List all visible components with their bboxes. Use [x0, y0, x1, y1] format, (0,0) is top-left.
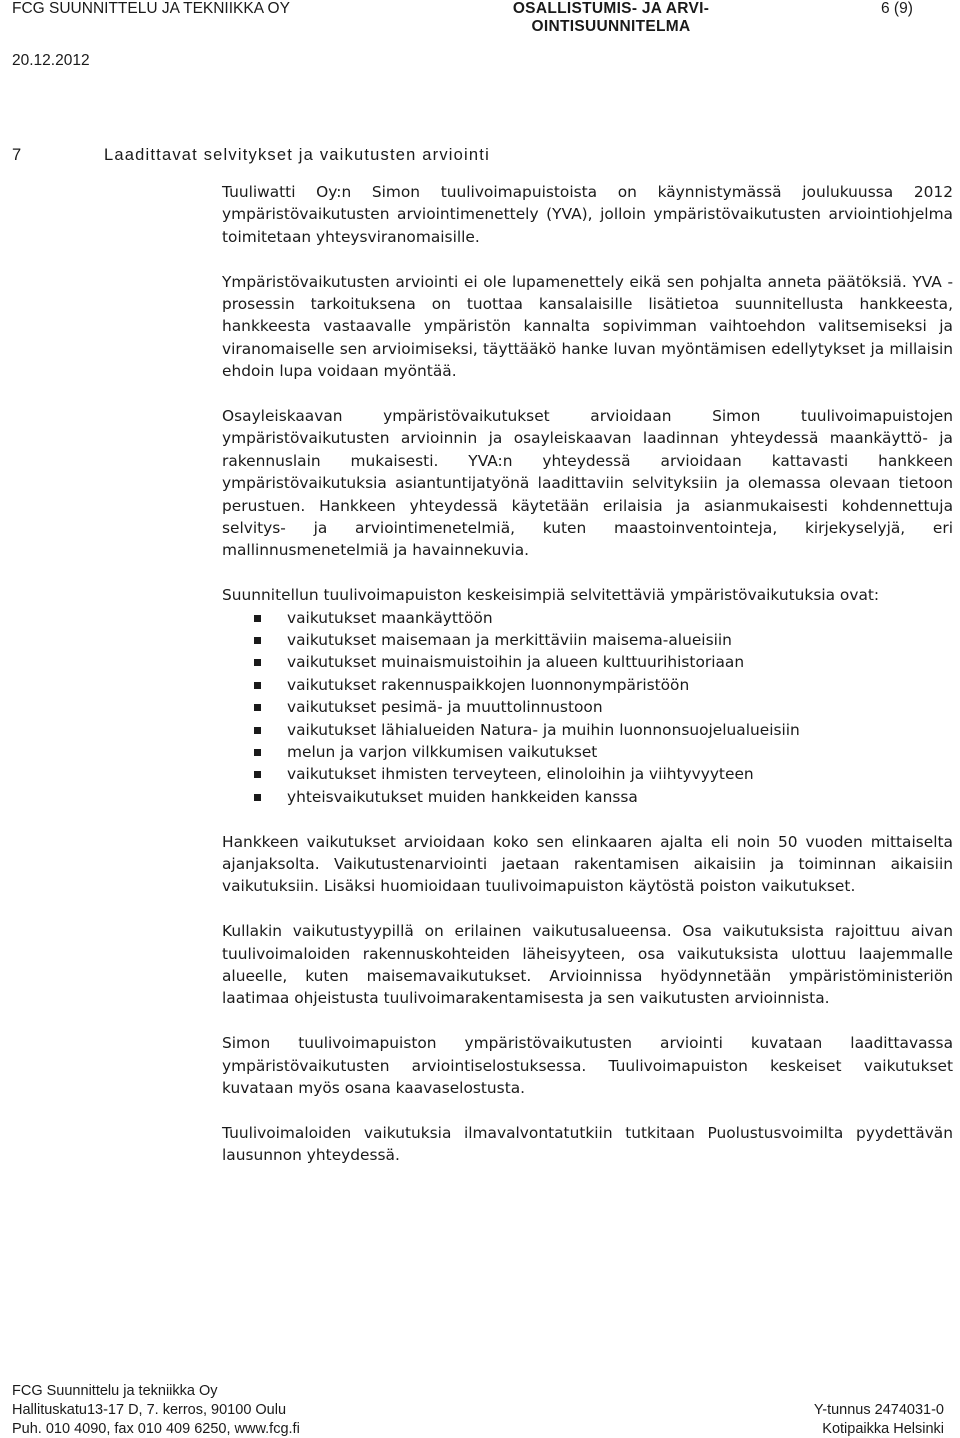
- paragraph-radar: Tuulivoimaloiden vaikutuksia ilmavalvontatutkiin tutkitaan Puolustusvoimilta pyydettävän lausunnon yhteydessä.: [222, 1123, 953, 1165]
- page-header: [0, 0, 960, 80]
- document-body: [222, 181, 953, 1167]
- section-number: 7: [12, 146, 23, 164]
- list-item-text: vaikutukset lähialueiden Natura- ja muihin luonnonsuojelualueisiin: [287, 720, 800, 739]
- list-item-text: vaikutukset ihmisten terveyteen, elinoloihin ja viihtyvyyteen: [287, 765, 754, 784]
- paragraph-assessment-methods: Osayleiskaavan ympäristövaikutukset arvioidaan Simon tuulivoimapuistojen ympäristövaikutusten arvioinnin ja osayleiskaavan laadinnan yhteydessä maankäyttö- ja rakennuslain mukaisesti. YVA:n yhteydessä arvioidaan kattavasti hankkeen ympäristövaikutuksia asiantuntijatyönä laadittaviin selvityksiin ja olemassa olevaan tietoon perustuen. Hankkeen yhteydessä käytetään erilaisia ja asianmukaisesti kohdennettuja selvitys- ja arviointimenetelmiä, kuten maastoinventointeja, kirjekyselyjä, eri mallinnusmenetelmiä ja havainnekuvia.: [222, 407, 953, 560]
- list-item: [222, 629, 953, 651]
- list-item: [222, 741, 953, 763]
- paragraph-yva-purpose: Ympäristövaikutusten arviointi ei ole lupamenettely eikä sen pohjalta anneta päätöksiä. YVA -prosessin tarkoituksena on tuottaa kansalaisille lisätietoa suunnitellusta hankkeesta, hankkeesta vastaavalle ympäristön kannalta sopivimman vaihtoehdon valitsemiseksi ja viranomaiselle sen arvioimiseksi, täyttääkö hanke luvan myöntämisen edellytykset ja millaisin ehdoin lupa voidaan myöntää.: [222, 272, 953, 381]
- paragraph-eia-report: Simon tuulivoimapuiston ympäristövaikutusten arviointi kuvataan laadittavassa ympäristövaikutusten arviointiselostuksessa. Tuulivoimapuiston keskeiset vaikutukset kuvataan myös osana kaavaselostusta.: [222, 1034, 953, 1098]
- paragraph-impact-areas: Kullakin vaikutustyypillä on erilainen vaikutusalueensa. Osa vaikutuksista rajoittuu aivan tuulivoimaloiden rakennuskohteiden läheisyyteen, osa vaikutuksista ulottuu laajemmalle alueelle, kuten maisemavaikutukset. Arvioinnissa hyödynnetään ympäristöministeriön laatimaa ohjeistusta tuulivoimarakentamisesta ja sen vaikutusten arvioinnista.: [222, 922, 953, 1008]
- list-item-text: vaikutukset maisemaan ja merkittäviin maisema-alueisiin: [287, 631, 732, 650]
- list-item-text: vaikutukset maankäyttöön: [287, 608, 493, 627]
- list-item: [222, 763, 953, 785]
- list-item: [222, 719, 953, 741]
- footer-contact: Puh. 010 4090, fax 010 409 6250, www.fcg.fi: [12, 1421, 300, 1437]
- list-item: [222, 607, 953, 629]
- header-document-title-line1: OSALLISTUMIS- JA ARVI-: [512, 0, 710, 17]
- bullet-icon: [254, 615, 261, 622]
- impacts-list: [222, 607, 953, 809]
- bullet-icon: [254, 637, 261, 644]
- paragraph-lifecycle: Hankkeen vaikutukset arvioidaan koko sen elinkaaren ajalta eli noin 50 vuoden mittaiselta ajanjaksolta. Vaikutustenarviointi jaetaan rakentamisen aikaisiin ja toiminnan aikaisiin vaikutuksiin. Lisäksi huomioidaan tuulivoimapuiston käytöstä poiston vaikutukset.: [222, 832, 953, 896]
- bullet-icon: [254, 727, 261, 734]
- list-item-text: vaikutukset pesimä- ja muuttolinnustoon: [287, 698, 603, 717]
- section-heading: [12, 146, 490, 165]
- footer-address: Hallituskatu13-17 D, 7. kerros, 90100 Oulu: [12, 1402, 287, 1418]
- header-date: 20.12.2012: [12, 52, 90, 69]
- list-item-text: melun ja varjon vilkkumisen vaikutukset: [287, 743, 598, 762]
- paragraph-intro: Tuuliwatti Oy:n Simon tuulivoimapuistoista on käynnistymässä joulukuussa 2012 ympäristövaikutusten arviointimenettely (YVA), jolloin ympäristövaikutusten arviointiohjelma toimitetaan yhteysviranomaisille.: [222, 183, 953, 246]
- bullet-icon: [254, 749, 261, 756]
- bullet-icon: [254, 704, 261, 711]
- list-item: [222, 696, 953, 718]
- header-page-number: 6 (9): [881, 0, 913, 17]
- header-company: FCG SUUNNITTELU JA TEKNIIKKA OY: [12, 0, 290, 17]
- page-footer: [0, 1378, 960, 1438]
- bullet-icon: [254, 659, 261, 666]
- footer-business-id: Y-tunnus 2474031-0: [813, 1402, 944, 1418]
- bullet-icon: [254, 682, 261, 689]
- bullet-icon: [254, 771, 261, 778]
- list-item: [222, 674, 953, 696]
- section-title: Laadittavat selvitykset ja vaikutusten arviointi: [104, 146, 490, 164]
- footer-company: FCG Suunnittelu ja tekniikka Oy: [12, 1383, 218, 1399]
- paragraph-list-intro: Suunnitellun tuulivoimapuiston keskeisimpiä selvitettäviä ympäristövaikutuksia ovat:: [222, 586, 880, 605]
- list-item: [222, 651, 953, 673]
- list-item-text: yhteisvaikutukset muiden hankkeiden kanssa: [287, 787, 638, 806]
- footer-domicile: Kotipaikka Helsinki: [822, 1421, 944, 1437]
- list-item-text: vaikutukset rakennuspaikkojen luonnonympäristöön: [287, 675, 690, 694]
- list-item-text: vaikutukset muinaismuistoihin ja alueen kulttuurihistoriaan: [287, 653, 745, 672]
- bullet-icon: [254, 794, 261, 801]
- header-document-title: [496, 0, 726, 36]
- header-document-title-line2: OINTISUUNNITELMA: [531, 18, 691, 35]
- list-item: [222, 786, 953, 808]
